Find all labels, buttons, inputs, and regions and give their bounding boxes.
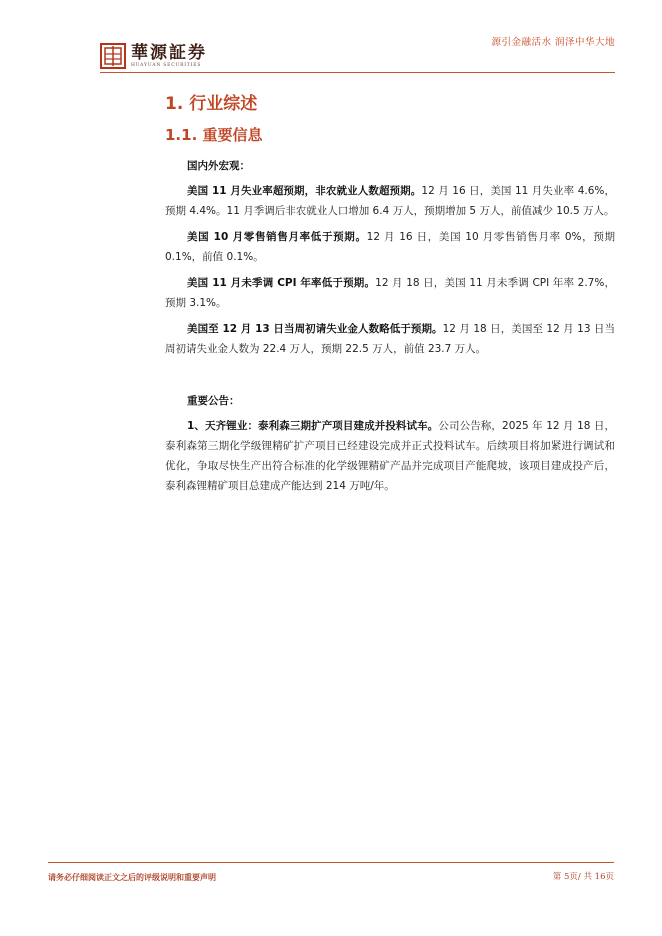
announcements-label: 重要公告： [187, 395, 240, 407]
macro-item-body: 12 月 18 日，美国 11 月未季调 CPI 年率 2.7%，预期 3.1%。 [165, 277, 615, 309]
announcement-item-lead: 1、天齐锂业：泰利森三期扩产项目建成并投料试车。 [187, 420, 439, 432]
macro-item [165, 227, 615, 267]
spacer [165, 359, 615, 381]
macro-item [165, 319, 615, 359]
page-number: 第 5页/ 共 16页 [552, 872, 614, 882]
macro-item [165, 181, 615, 221]
macro-item-body: 12 月 18 日，美国至 12 月 13 日当周初请失业金人数为 22.4 万人，预期 22.5 万人，前值 23.7 万人。 [165, 323, 615, 355]
logo-subtext: HUAYUAN SECURITIES [131, 62, 202, 68]
seal-logo-icon [100, 43, 126, 69]
page-header [0, 0, 662, 80]
macro-item-lead: 美国 10 月零售销售月率低于预期。 [187, 231, 367, 243]
macro-item-lead: 美国 11 月未季调 CPI 年率低于预期。 [187, 277, 376, 289]
macro-item-body: 12 月 16 日，美国 10 月零售销售月率 0%，预期 0.1%，前值 0.1%。 [165, 231, 615, 263]
macro-item-lead: 美国至 12 月 13 日当周初请失业金人数略低于预期。 [187, 323, 443, 335]
logo-text-group [131, 44, 207, 69]
macro-label: 国内外宏观： [187, 160, 250, 172]
footer-divider [48, 862, 614, 863]
header-slogan: 源引金融活水 润泽中华大地 [491, 37, 615, 48]
macro-item-body: 12 月 16 日，美国 11 月失业率 4.6%，预期 4.4%。11 月季调后非农就业人口增加 6.4 万人，预期增加 5 万人，前值减少 10.5 万人。 [165, 185, 615, 217]
macro-item-lead: 美国 11 月失业率超预期，非农就业人数超预期。 [187, 185, 422, 197]
footer-disclaimer: 请务必仔细阅读正文之后的评级说明和重要声明 [48, 872, 216, 882]
macro-item [165, 273, 615, 313]
logo-text: 華源証券 [131, 42, 207, 63]
announcement-item-body: 公司公告称，2025 年 12 月 18 日，泰利森第三期化学级锂精矿扩产项目已经建设完成并正式投料试车。后续项目将加紧进行调试和优化，争取尽快生产出符合标准的化学级锂精矿产品并完成项目产能爬坡，该项目建成投产后，泰利森锂精矿项目总建成产能达到 214 万吨/年。 [165, 420, 615, 492]
section-heading: 1. 行业综述 [165, 94, 258, 114]
main-content [165, 88, 615, 496]
header-divider [100, 72, 615, 73]
company-logo [100, 42, 207, 70]
announcement-item [165, 416, 615, 496]
subsection-heading: 1.1. 重要信息 [165, 126, 263, 144]
